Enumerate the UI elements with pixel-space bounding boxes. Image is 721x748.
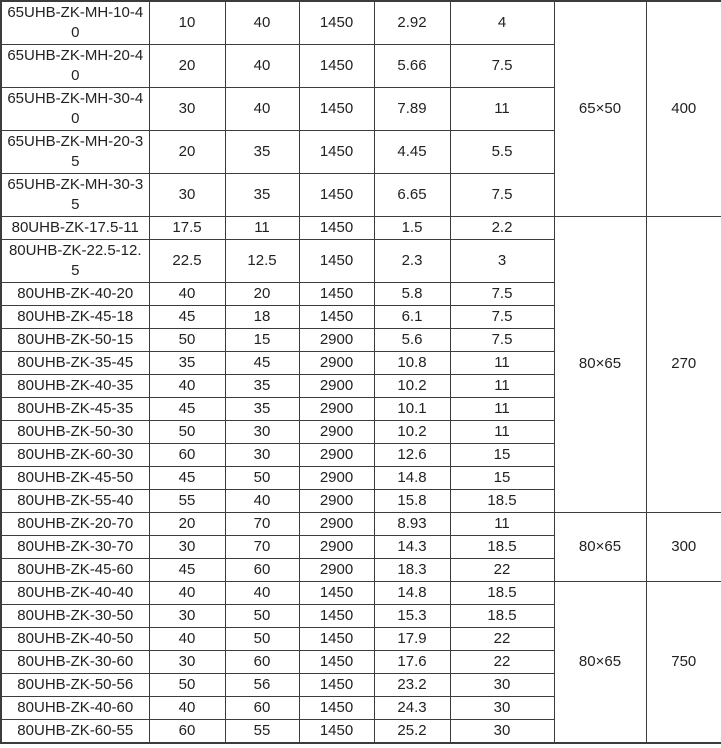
- value-cell: 5.8: [374, 283, 450, 306]
- value-cell: 5.66: [374, 45, 450, 88]
- value-cell: 11: [450, 421, 554, 444]
- model-cell: 80UHB-ZK-55-40: [1, 490, 149, 513]
- value-cell: 20: [225, 283, 299, 306]
- value-cell: 7.5: [450, 283, 554, 306]
- value-cell: 2900: [299, 375, 374, 398]
- value-cell: 45: [149, 398, 225, 421]
- model-cell: 80UHB-ZK-40-40: [1, 582, 149, 605]
- model-cell: 80UHB-ZK-40-60: [1, 697, 149, 720]
- value-cell: 4: [450, 1, 554, 45]
- value-cell: 15.3: [374, 605, 450, 628]
- value-cell: 20: [149, 45, 225, 88]
- model-cell: 80UHB-ZK-20-70: [1, 513, 149, 536]
- value-cell: 40: [225, 88, 299, 131]
- value-cell: 2900: [299, 536, 374, 559]
- value-cell: 11: [450, 88, 554, 131]
- value-cell: 50: [225, 467, 299, 490]
- value-cell: 56: [225, 674, 299, 697]
- model-cell: 65UHB-ZK-MH-20-40: [1, 45, 149, 88]
- value-cell: 1450: [299, 582, 374, 605]
- value-cell: 22: [450, 628, 554, 651]
- value-cell: 12.5: [225, 240, 299, 283]
- value-cell: 30: [149, 605, 225, 628]
- value-cell: 23.2: [374, 674, 450, 697]
- value-cell: 6.65: [374, 174, 450, 217]
- value-cell: 40: [225, 490, 299, 513]
- value-cell: 35: [225, 174, 299, 217]
- weight-merged-cell: 400: [646, 1, 721, 217]
- model-cell: 80UHB-ZK-22.5-12.5: [1, 240, 149, 283]
- value-cell: 30: [225, 421, 299, 444]
- value-cell: 55: [225, 720, 299, 744]
- value-cell: 1450: [299, 306, 374, 329]
- value-cell: 1450: [299, 88, 374, 131]
- value-cell: 30: [149, 536, 225, 559]
- value-cell: 20: [149, 131, 225, 174]
- value-cell: 60: [225, 697, 299, 720]
- value-cell: 50: [225, 628, 299, 651]
- model-cell: 80UHB-ZK-30-60: [1, 651, 149, 674]
- table-row: [1, 513, 721, 536]
- value-cell: 12.6: [374, 444, 450, 467]
- size-merged-cell: 65×50: [554, 1, 646, 217]
- model-cell: 65UHB-ZK-MH-20-35: [1, 131, 149, 174]
- model-cell: 80UHB-ZK-30-70: [1, 536, 149, 559]
- value-cell: 24.3: [374, 697, 450, 720]
- value-cell: 45: [225, 352, 299, 375]
- value-cell: 2.2: [450, 217, 554, 240]
- value-cell: 10.8: [374, 352, 450, 375]
- value-cell: 18.5: [450, 605, 554, 628]
- value-cell: 1450: [299, 45, 374, 88]
- value-cell: 2900: [299, 398, 374, 421]
- value-cell: 35: [225, 398, 299, 421]
- value-cell: 5.6: [374, 329, 450, 352]
- model-cell: 80UHB-ZK-35-45: [1, 352, 149, 375]
- model-cell: 80UHB-ZK-60-55: [1, 720, 149, 744]
- value-cell: 7.5: [450, 329, 554, 352]
- value-cell: 7.5: [450, 45, 554, 88]
- value-cell: 35: [225, 375, 299, 398]
- value-cell: 45: [149, 306, 225, 329]
- model-cell: 80UHB-ZK-50-15: [1, 329, 149, 352]
- value-cell: 1450: [299, 217, 374, 240]
- value-cell: 1450: [299, 697, 374, 720]
- value-cell: 30: [450, 720, 554, 744]
- value-cell: 1450: [299, 1, 374, 45]
- weight-merged-cell: 270: [646, 217, 721, 513]
- model-cell: 80UHB-ZK-40-35: [1, 375, 149, 398]
- value-cell: 2.92: [374, 1, 450, 45]
- value-cell: 2.3: [374, 240, 450, 283]
- value-cell: 40: [149, 697, 225, 720]
- value-cell: 2900: [299, 490, 374, 513]
- value-cell: 18.3: [374, 559, 450, 582]
- value-cell: 20: [149, 513, 225, 536]
- value-cell: 45: [149, 559, 225, 582]
- value-cell: 30: [149, 88, 225, 131]
- value-cell: 10.2: [374, 375, 450, 398]
- value-cell: 14.3: [374, 536, 450, 559]
- value-cell: 8.93: [374, 513, 450, 536]
- value-cell: 30: [225, 444, 299, 467]
- value-cell: 7.89: [374, 88, 450, 131]
- value-cell: 30: [450, 697, 554, 720]
- model-cell: 80UHB-ZK-40-50: [1, 628, 149, 651]
- value-cell: 1450: [299, 240, 374, 283]
- table-row: [1, 217, 721, 240]
- value-cell: 1450: [299, 605, 374, 628]
- value-cell: 17.5: [149, 217, 225, 240]
- value-cell: 22: [450, 651, 554, 674]
- model-cell: 80UHB-ZK-17.5-11: [1, 217, 149, 240]
- value-cell: 60: [149, 444, 225, 467]
- pump-spec-table-body: [1, 1, 721, 743]
- value-cell: 40: [225, 45, 299, 88]
- value-cell: 14.8: [374, 582, 450, 605]
- value-cell: 1450: [299, 283, 374, 306]
- value-cell: 40: [149, 283, 225, 306]
- value-cell: 1450: [299, 131, 374, 174]
- value-cell: 2900: [299, 559, 374, 582]
- value-cell: 10.1: [374, 398, 450, 421]
- value-cell: 40: [149, 628, 225, 651]
- value-cell: 70: [225, 536, 299, 559]
- value-cell: 2900: [299, 421, 374, 444]
- value-cell: 17.6: [374, 651, 450, 674]
- model-cell: 80UHB-ZK-45-60: [1, 559, 149, 582]
- value-cell: 25.2: [374, 720, 450, 744]
- value-cell: 2900: [299, 444, 374, 467]
- value-cell: 15: [225, 329, 299, 352]
- value-cell: 7.5: [450, 306, 554, 329]
- model-cell: 80UHB-ZK-50-30: [1, 421, 149, 444]
- value-cell: 30: [450, 674, 554, 697]
- size-merged-cell: 80×65: [554, 513, 646, 582]
- value-cell: 11: [450, 513, 554, 536]
- value-cell: 1450: [299, 174, 374, 217]
- value-cell: 6.1: [374, 306, 450, 329]
- value-cell: 30: [149, 174, 225, 217]
- value-cell: 22: [450, 559, 554, 582]
- value-cell: 40: [225, 582, 299, 605]
- weight-merged-cell: 750: [646, 582, 721, 744]
- value-cell: 7.5: [450, 174, 554, 217]
- value-cell: 55: [149, 490, 225, 513]
- value-cell: 15.8: [374, 490, 450, 513]
- model-cell: 80UHB-ZK-30-50: [1, 605, 149, 628]
- value-cell: 50: [149, 421, 225, 444]
- value-cell: 60: [225, 651, 299, 674]
- model-cell: 80UHB-ZK-60-30: [1, 444, 149, 467]
- value-cell: 70: [225, 513, 299, 536]
- value-cell: 18.5: [450, 536, 554, 559]
- value-cell: 10: [149, 1, 225, 45]
- value-cell: 1450: [299, 628, 374, 651]
- value-cell: 11: [450, 352, 554, 375]
- model-cell: 80UHB-ZK-40-20: [1, 283, 149, 306]
- value-cell: 35: [149, 352, 225, 375]
- value-cell: 11: [225, 217, 299, 240]
- value-cell: 18.5: [450, 490, 554, 513]
- model-cell: 80UHB-ZK-45-35: [1, 398, 149, 421]
- value-cell: 10.2: [374, 421, 450, 444]
- value-cell: 35: [225, 131, 299, 174]
- value-cell: 1.5: [374, 217, 450, 240]
- value-cell: 11: [450, 375, 554, 398]
- model-cell: 80UHB-ZK-45-18: [1, 306, 149, 329]
- weight-merged-cell: 300: [646, 513, 721, 582]
- value-cell: 40: [149, 375, 225, 398]
- value-cell: 2900: [299, 352, 374, 375]
- value-cell: 1450: [299, 720, 374, 744]
- value-cell: 30: [149, 651, 225, 674]
- size-merged-cell: 80×65: [554, 217, 646, 513]
- value-cell: 1450: [299, 674, 374, 697]
- value-cell: 2900: [299, 467, 374, 490]
- value-cell: 2900: [299, 329, 374, 352]
- value-cell: 18.5: [450, 582, 554, 605]
- table-row: [1, 1, 721, 45]
- value-cell: 50: [225, 605, 299, 628]
- model-cell: 80UHB-ZK-50-56: [1, 674, 149, 697]
- model-cell: 65UHB-ZK-MH-30-40: [1, 88, 149, 131]
- value-cell: 17.9: [374, 628, 450, 651]
- value-cell: 5.5: [450, 131, 554, 174]
- value-cell: 11: [450, 398, 554, 421]
- value-cell: 1450: [299, 651, 374, 674]
- value-cell: 50: [149, 329, 225, 352]
- value-cell: 50: [149, 674, 225, 697]
- model-cell: 65UHB-ZK-MH-30-35: [1, 174, 149, 217]
- value-cell: 40: [149, 582, 225, 605]
- value-cell: 22.5: [149, 240, 225, 283]
- value-cell: 14.8: [374, 467, 450, 490]
- value-cell: 18: [225, 306, 299, 329]
- model-cell: 65UHB-ZK-MH-10-40: [1, 1, 149, 45]
- size-merged-cell: 80×65: [554, 582, 646, 744]
- value-cell: 40: [225, 1, 299, 45]
- table-row: [1, 582, 721, 605]
- value-cell: 15: [450, 444, 554, 467]
- value-cell: 4.45: [374, 131, 450, 174]
- value-cell: 60: [225, 559, 299, 582]
- value-cell: 15: [450, 467, 554, 490]
- value-cell: 3: [450, 240, 554, 283]
- value-cell: 2900: [299, 513, 374, 536]
- value-cell: 60: [149, 720, 225, 744]
- model-cell: 80UHB-ZK-45-50: [1, 467, 149, 490]
- value-cell: 45: [149, 467, 225, 490]
